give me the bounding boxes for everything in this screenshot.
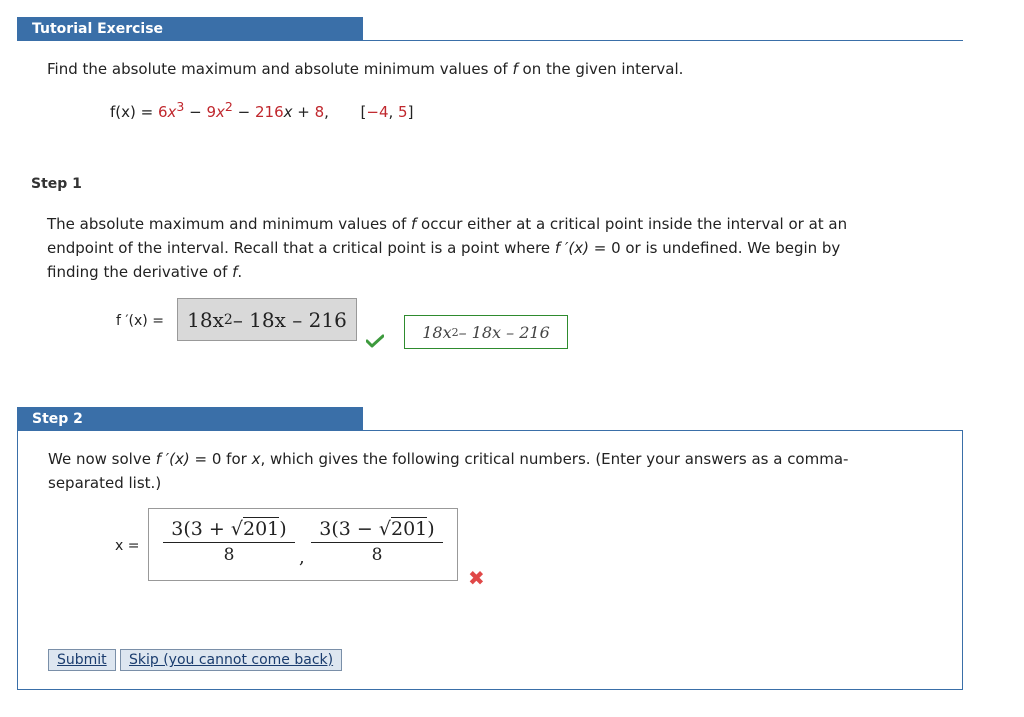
function-definition: $f(x) = 6x^3 - 9x^2 - 216x + 8$, [−4, 5] — [110, 99, 414, 121]
correct-answer-display: 18x 2 – 18x – 216 — [404, 315, 568, 349]
step2-header: Step 2 — [17, 407, 363, 431]
header-rule — [17, 40, 963, 41]
skip-button[interactable]: Skip (you cannot come back) — [120, 649, 342, 671]
derivative-label: f ′(x) = — [116, 313, 164, 329]
incorrect-x-icon: ✖ — [468, 566, 485, 590]
interval: [−4, 5] — [360, 103, 414, 121]
step2-paragraph: We now solve f ′(x) = 0 for x, which gives the following critical numbers. (Enter your answers as a comma- separated list.) — [48, 450, 849, 492]
submit-button[interactable]: Submit — [48, 649, 116, 671]
answer-separator: , — [299, 547, 305, 568]
problem-prompt: Find the absolute maximum and absolute minimum values of f on the given interval. — [47, 60, 684, 78]
derivative-answer-input[interactable]: 18x 2 – 18x – 216 — [177, 298, 357, 341]
step1-label: Step 1 — [31, 176, 82, 192]
critical-numbers-input[interactable] — [148, 508, 458, 581]
step1-paragraph: The absolute maximum and minimum values of f occur either at a critical point inside the interval or at an endpoint of the interval. Recall that a critical point is a point where f ′(x) = 0 or is undefined. We begin by finding the derivative of f. — [47, 215, 848, 281]
fraction-1: 3(3 + √201) 8 — [163, 518, 295, 565]
tutorial-exercise-header: Tutorial Exercise — [17, 17, 363, 41]
fraction-2: 3(3 − √201) 8 — [311, 518, 443, 565]
correct-check-icon — [366, 333, 384, 352]
x-equals-label: x = — [115, 538, 140, 554]
